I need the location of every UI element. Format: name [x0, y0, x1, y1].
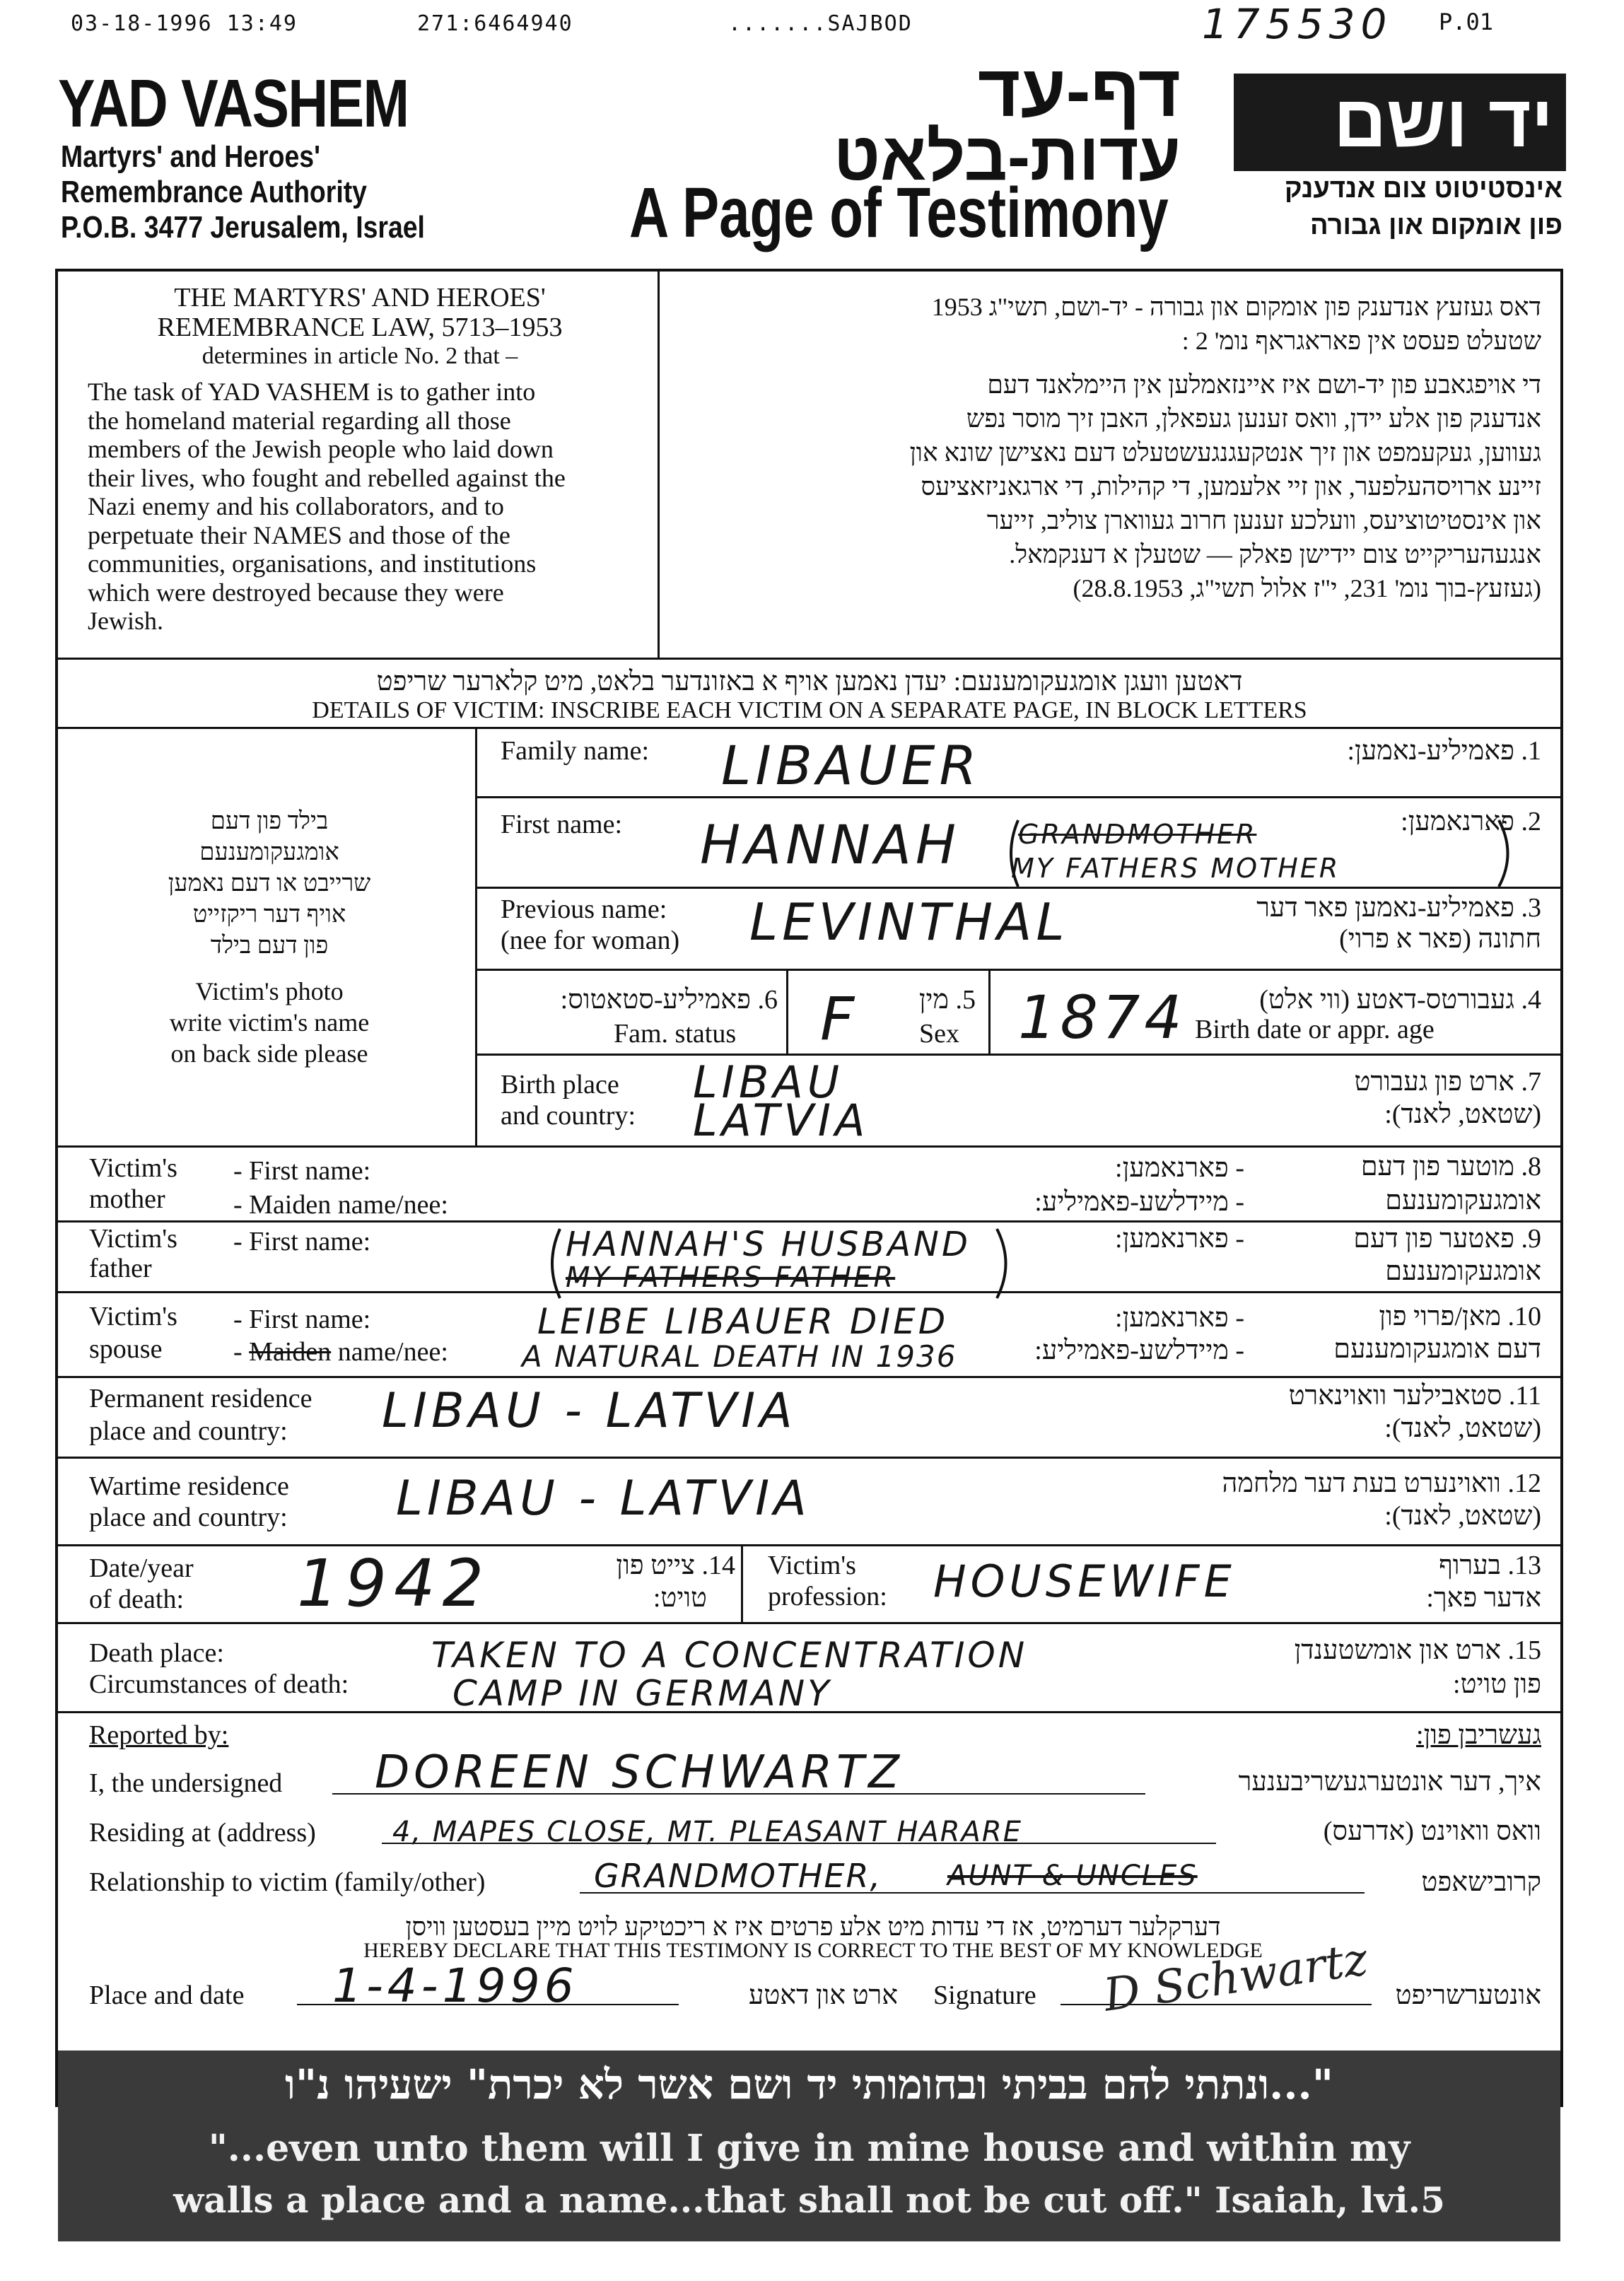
address-label: Residing at (address): [89, 1818, 316, 1848]
spouse-first-label: - First name:: [233, 1305, 371, 1334]
law-yiddish-line: זיינע ארויסהעלפער, און זיי אלעמען, די קהילות, די ארגאניזאציעס: [921, 472, 1541, 501]
father-first-yiddish: - פארנאמען:: [1115, 1224, 1244, 1254]
document-number: 175530: [1202, 0, 1393, 48]
first-name-value[interactable]: HANNAH: [700, 813, 960, 876]
logo-text: יד ושם: [1333, 81, 1553, 163]
birth-place-value[interactable]: LIBAU: [693, 1056, 844, 1108]
org-name: YAD VASHEM: [58, 66, 409, 141]
undersigned-value[interactable]: DOREEN SCHWARTZ: [375, 1746, 904, 1799]
signature-label: Signature: [933, 1980, 1036, 2010]
law-yiddish-line: (געזעץ-בוך נומ' 231, י"ז אלול תשי"ג, 28.8.1953): [1073, 574, 1541, 602]
spouse-label: Victim's: [89, 1302, 177, 1331]
undersigned-label: I, the undersigned: [89, 1768, 283, 1798]
father-value-struck: MY FATHERS FATHER: [566, 1261, 896, 1294]
law-title-3: determines in article No. 2 that –: [201, 343, 518, 369]
place-date-value[interactable]: 1-4-1996: [332, 1959, 578, 2013]
death-date-label-2: of death:: [89, 1585, 185, 1614]
death-date-value[interactable]: 1942: [297, 1546, 491, 1621]
photo-yiddish-line: שרייבט או דעם נאמען: [168, 870, 371, 897]
first-name-label: First name:: [501, 810, 623, 839]
relationship-yiddish: קרובישאפט: [1421, 1867, 1541, 1897]
law-text-line: which were destroyed because they were: [88, 578, 504, 607]
fam-status-label: Fam. status: [614, 1019, 737, 1049]
father-value[interactable]: HANNAH'S HUSBAND: [566, 1225, 971, 1264]
permanent-residence-yiddish: 11. סטאבילער וואוינארט: [1288, 1381, 1541, 1411]
wartime-residence-label-2: place and country:: [89, 1503, 288, 1532]
death-place-yiddish-2: פון טויט:: [1453, 1669, 1541, 1699]
law-yiddish-line: שטעלט פעסט אין פאראגראף נומ' 2 :: [1181, 327, 1541, 355]
death-place-label: Death place:: [89, 1638, 224, 1668]
profession-label-2: profession:: [768, 1582, 887, 1611]
relationship-struck: AUNT & UNCLES: [947, 1860, 1198, 1892]
spouse-label-2: spouse: [89, 1334, 163, 1364]
death-date-label: Date/year: [89, 1553, 194, 1583]
law-text-line: members of the Jewish people who laid down: [88, 435, 554, 463]
quote-banner: [58, 2050, 1560, 2241]
sex-label: Sex: [919, 1019, 959, 1049]
permanent-residence-yiddish-2: (שטאט, לאנד):: [1384, 1413, 1541, 1443]
relationship-label: Relationship to victim (family/other): [89, 1867, 486, 1897]
first-name-note-struck: GRANDMOTHER: [1018, 819, 1257, 850]
permanent-residence-label: Permanent residence: [89, 1384, 312, 1413]
signature-value[interactable]: D Schwartz: [1100, 1933, 1371, 2022]
sex-yiddish: 5. מין: [918, 985, 976, 1015]
mother-maiden-yiddish: - מיידלשע-פאמיליע:: [1034, 1187, 1244, 1217]
victim-header-yiddish: דאטען וועגן אומגעקומענעם: יעדן נאמען אויף א באזונדער בלאט, מיט קלארער שריפט: [376, 667, 1243, 696]
family-name-yiddish: 1. פאמיליע-נאמען:: [1347, 736, 1541, 766]
profession-yiddish: 13. בערוף: [1439, 1551, 1541, 1580]
reported-by-yiddish: געשריבן פון:: [1416, 1720, 1541, 1750]
note-parenthesis-icon: [1004, 815, 1541, 892]
law-yiddish-line: אנדענק פון אלע יידן, וואס זענען געפאלן, האבן זיך מוסר נפש: [966, 404, 1541, 433]
family-name-label: Family name:: [501, 736, 650, 766]
law-title-2: REMEMBRANCE LAW, 5713–1953: [157, 313, 563, 342]
family-name-value[interactable]: LIBAUER: [721, 734, 981, 797]
victim-header-english: DETAILS OF VICTIM: INSCRIBE EACH VICTIM ON A SEPARATE PAGE, IN BLOCK LETTERS: [312, 697, 1307, 723]
law-yiddish-line: געווען, געקעמפט און זיך אנטקעגנגעשטעלט דעם נאצישן שונא און: [909, 438, 1541, 467]
yiddish-title-2: עדות-בלאט: [833, 119, 1181, 194]
declaration-english: HEREBY DECLARE THAT THIS TESTIMONY IS CORRECT TO THE BEST OF MY KNOWLEDGE: [363, 1939, 1263, 1962]
death-circumstances-label: Circumstances of death:: [89, 1669, 349, 1699]
spouse-first-yiddish: - פארנאמען:: [1115, 1303, 1244, 1333]
photo-yiddish-line: אומגעקומענעם: [199, 839, 339, 865]
spouse-maiden-rest: name/nee:: [337, 1337, 448, 1367]
place-date-yiddish: ארט און דאטע: [748, 1980, 898, 2010]
photo-box-yiddish: [68, 806, 471, 962]
law-text-line: communities, organisations, and institutions: [88, 549, 537, 578]
death-date-yiddish-2: טויט:: [653, 1583, 707, 1613]
previous-name-yiddish-2: חתונה (פאר א פרוי): [1339, 924, 1541, 954]
law-yiddish-line: דאס געזעץ אנדענק פון אומקום און גבורה - יד-ושם, תשי"ג 1953: [931, 293, 1541, 321]
fax-date-time: 03-18-1996 13:49: [71, 11, 298, 36]
death-place-value-2[interactable]: CAMP IN GERMANY: [452, 1673, 832, 1714]
birth-place-yiddish-2: (שטאט, לאנד):: [1384, 1099, 1541, 1129]
birth-place-label-2: and country:: [501, 1101, 636, 1131]
birth-date-value[interactable]: 1874: [1018, 983, 1186, 1052]
place-date-label: Place and date: [89, 1980, 245, 2010]
wartime-residence-yiddish: 12. וואוינערט בעת דער מלחמה: [1222, 1469, 1541, 1498]
photo-english-line: Victim's photo: [195, 977, 344, 1005]
law-text-line: Nazi enemy and his collaborators, and to: [88, 492, 504, 520]
banner-english-1: "...even unto them will I give in mine house and within my: [208, 2127, 1410, 2170]
law-yiddish-line: אנגעהעריקייט צום יידישן פאלק — שטעלן א דענקמאל.: [1009, 540, 1541, 568]
spouse-yiddish-2: דעם אומגעקומענעם: [1333, 1334, 1541, 1364]
permanent-residence-label-2: place and country:: [89, 1416, 288, 1446]
previous-name-value[interactable]: LEVINTHAL: [749, 892, 1069, 952]
org-address: P.O.B. 3477 Jerusalem, Israel: [61, 210, 425, 245]
law-title-1: THE MARTYRS' AND HEROES': [174, 283, 546, 313]
wartime-residence-yiddish-2: (שטאט, לאנד):: [1384, 1501, 1541, 1531]
mother-label: Victim's: [89, 1153, 177, 1183]
signature-yiddish: אונטערשריפט: [1395, 1980, 1541, 2010]
wartime-residence-label: Wartime residence: [89, 1471, 289, 1501]
birth-country-value[interactable]: LATVIA: [693, 1095, 870, 1146]
fax-phone: 271:6464940: [417, 11, 573, 36]
yad-vashem-logo: [1234, 74, 1566, 171]
profession-yiddish-2: אדער פאך:: [1426, 1583, 1541, 1613]
death-place-yiddish: 15. ארט און אומשטענדן: [1294, 1635, 1541, 1665]
mother-first-yiddish: - פארנאמען:: [1115, 1153, 1244, 1183]
fax-sender: .......SAJBOD: [728, 11, 913, 36]
father-yiddish: 9. פאטער פון דעם: [1353, 1224, 1541, 1254]
photo-yiddish-line: פון דעם בילד: [210, 933, 329, 959]
birth-place-yiddish: 7. ארט פון געבורט: [1354, 1067, 1541, 1097]
yiddish-org-line-2: פון אומקום און גבורה: [1310, 211, 1562, 240]
photo-english-line: on back side please: [170, 1039, 368, 1068]
first-name-note: MY FATHERS MOTHER: [1011, 853, 1340, 884]
law-text-line: perpetuate their NAMES and those of the: [88, 520, 510, 549]
address-value[interactable]: 4, MAPES CLOSE, MT. PLEASANT HARARE: [392, 1816, 1022, 1848]
banner-hebrew: "...ונתתי להם בביתי ובחומותי יד ושם אשר לא יכרת" ישעיהו נ"ו: [285, 2060, 1333, 2108]
previous-name-label-2: (nee for woman): [501, 926, 680, 955]
org-line-2: Remembrance Authority: [61, 175, 367, 209]
spouse-yiddish: 10. מאן/פרוי פון: [1379, 1302, 1541, 1331]
spouse-maiden-struck: Maiden: [249, 1337, 332, 1367]
mother-yiddish: 8. מוטער פון דעם: [1360, 1152, 1541, 1182]
law-yiddish-line: און אינסטיטוציעס, וועלכע זענען חרוב געווארן צוליב, זייער: [986, 506, 1541, 535]
previous-name-yiddish: 3. פאמיליע-נאמען פאר דער: [1256, 893, 1541, 923]
law-yiddish-line: די אויפגאבע פון יד-ושם איז איינזאמלען אין היימלאנד דעם: [987, 371, 1541, 399]
birth-place-label: Birth place: [501, 1070, 619, 1099]
permanent-residence-value[interactable]: LIBAU - LATVIA: [382, 1383, 797, 1439]
first-name-yiddish: 2. פארנאמען:: [1401, 807, 1541, 836]
fax-page: P.01: [1439, 8, 1494, 35]
photo-english-line: write victim's name: [169, 1008, 370, 1037]
spouse-value-2[interactable]: A NATURAL DEATH IN 1936: [522, 1339, 957, 1374]
previous-name-label: Previous name:: [501, 894, 667, 924]
mother-maiden-label: - Maiden name/nee:: [233, 1190, 448, 1220]
law-text: [88, 378, 639, 636]
spouse-maiden-yiddish: - מיידלשע-פאמיליע:: [1034, 1336, 1244, 1365]
photo-yiddish-line: בילד פון דעם: [210, 808, 329, 834]
org-line-1: Martyrs' and Heroes': [61, 139, 320, 174]
yiddish-title-1: דף-עד: [977, 50, 1181, 132]
law-yiddish-text: [672, 290, 1541, 605]
spouse-maiden-label: - Maiden name/nee:: [233, 1337, 448, 1367]
father-label: Victim's: [89, 1224, 177, 1254]
page-title: A Page of Testimony: [629, 173, 1169, 252]
yiddish-org-line-1: אינסטיטוט צום אנדענק: [1284, 174, 1562, 204]
death-date-yiddish: 14. צייט פון: [616, 1551, 735, 1580]
birth-date-yiddish: 4. געבורטס-דאטע (ווי אלט): [1259, 985, 1541, 1015]
law-text-line: the homeland material regarding all those: [88, 406, 511, 435]
law-text-line: their lives, who fought and rebelled against the: [88, 463, 566, 492]
banner-english-2: walls a place and a name...that shall not be cut off." Isaiah, lvi.5: [173, 2179, 1445, 2221]
undersigned-yiddish: איך, דער אונטערגעשריבענער: [1238, 1767, 1541, 1797]
sex-value[interactable]: F: [820, 984, 859, 1054]
father-first-label: - First name:: [233, 1227, 371, 1256]
law-text-line: Jewish.: [88, 607, 163, 635]
address-yiddish: וואס וואוינט (אדרעס): [1323, 1816, 1541, 1846]
father-label-2: father: [89, 1254, 152, 1283]
relationship-value[interactable]: GRANDMOTHER,: [594, 1857, 882, 1895]
wartime-residence-value[interactable]: LIBAU - LATVIA: [396, 1471, 811, 1527]
photo-box-english[interactable]: [68, 976, 471, 1069]
reported-by-label: Reported by:: [89, 1720, 229, 1750]
mother-first-label: - First name:: [233, 1156, 371, 1186]
father-yiddish-2: אומגעקומענעם: [1385, 1256, 1541, 1286]
photo-yiddish-line: אויף דער ריקזייט: [192, 902, 346, 928]
declaration-yiddish: דערקלער דערמיט, אז די עדות מיט אלע פרטים איז א ריכטיקע לויט מיין בעסטען וויסן: [405, 1913, 1221, 1941]
mother-yiddish-2: אומגעקומענעם: [1385, 1186, 1541, 1215]
profession-value[interactable]: HOUSEWIFE: [933, 1556, 1236, 1607]
mother-label-2: mother: [89, 1184, 165, 1214]
fam-status-yiddish: 6. פאמיליע-סטאטוס:: [560, 985, 778, 1015]
spouse-value[interactable]: LEIBE LIBAUER DIED: [537, 1301, 949, 1342]
death-place-value[interactable]: TAKEN TO A CONCENTRATION: [431, 1635, 1028, 1676]
law-text-line: The task of YAD VASHEM is to gather into: [88, 378, 536, 406]
profession-label: Victim's: [768, 1551, 856, 1580]
birth-date-label: Birth date or appr. age: [1195, 1015, 1435, 1044]
